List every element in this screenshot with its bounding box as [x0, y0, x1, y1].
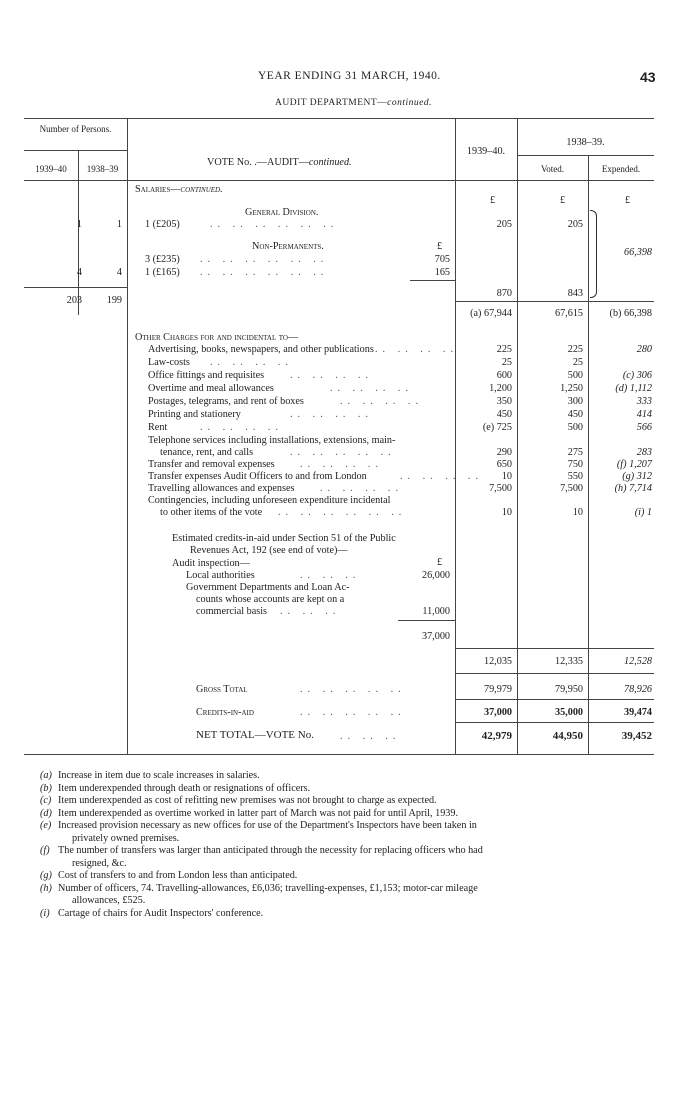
- gross-c1: 79,979: [483, 684, 512, 695]
- general-item: 1 (£205): [145, 219, 180, 230]
- leader-dots: .. .. .. ..: [340, 396, 424, 407]
- contingencies-c1: 10: [501, 507, 512, 518]
- leader-dots: .. .. .. .. ..: [290, 447, 396, 458]
- nonperm-sum-rule: [410, 280, 455, 281]
- leader-dots: .. .. .. ..: [320, 483, 404, 494]
- footnote-marker: (h): [40, 882, 52, 894]
- leader-dots: .. .. .. ..: [210, 357, 294, 368]
- salaries-total-voted: 67,615: [554, 308, 583, 319]
- credits-note-pound: £: [437, 557, 443, 568]
- leader-dots: .. .. .. ..: [200, 422, 284, 433]
- pound-voted: £: [560, 195, 566, 206]
- total-persons-p2: 199: [106, 295, 122, 306]
- nonperm-title: Non-Permanents.: [252, 241, 324, 252]
- charge-voted: 225: [567, 344, 583, 355]
- gross-top-rule: [455, 673, 654, 674]
- telephone-line-1: Telephone services including installations, extensions, main-: [148, 435, 396, 446]
- other-total-rule: [455, 648, 654, 649]
- leader-dots: .. .. .. .. ..: [300, 707, 406, 718]
- footnote-text-cont: privately owned premises.: [72, 832, 180, 844]
- footnote-text-cont: allowances, £525.: [72, 895, 146, 906]
- footnote-marker: (d): [40, 807, 52, 819]
- charge-c1: 600: [496, 370, 512, 381]
- nonperm-amt-2: 165: [434, 267, 450, 278]
- other-total-c1: 12,035: [483, 656, 512, 667]
- general-p1: 1: [76, 219, 82, 230]
- credits-local-amt: 26,000: [421, 570, 450, 581]
- leader-dots: .. .. .. .. .. ..: [200, 267, 329, 278]
- charge-label: Postages, telegrams, and rent of boxes: [148, 396, 304, 407]
- credits-c1: 37,000: [483, 707, 512, 718]
- charge-voted: 450: [567, 409, 583, 420]
- credits-exp: 39,474: [623, 707, 652, 718]
- leader-dots: .. .. .. ..: [375, 344, 459, 355]
- other-charges-heading: Other Charges for and incidental to—: [135, 332, 299, 343]
- year2-header-rule: [517, 155, 654, 156]
- leader-dots: .. .. .. ..: [290, 409, 374, 420]
- credits-note-line-1: Estimated credits-in-aid under Section 51 of the Public: [172, 533, 396, 544]
- telephone-voted: 275: [567, 447, 583, 458]
- charge-voted: 500: [567, 422, 583, 433]
- table-bottom-rule: [24, 754, 654, 755]
- telephone-line-2: tenance, rent, and calls: [160, 447, 254, 458]
- charge-c1: 350: [496, 396, 512, 407]
- salaries-total-c1: (a) 67,944: [470, 308, 512, 319]
- page-number: 43: [640, 69, 656, 85]
- charge-label: Overtime and meal allowances: [148, 383, 274, 394]
- charge-voted: 7,500: [560, 483, 583, 494]
- pound-exp: £: [625, 195, 631, 206]
- footnote-marker: (f): [40, 845, 50, 856]
- credits-gov-3: commercial basis: [196, 606, 268, 617]
- charge-voted: 550: [567, 471, 583, 482]
- salaries-total-expended: (b) 66,398: [609, 308, 652, 319]
- persons-header: Number of Persons.: [39, 124, 112, 134]
- charge-exp: (d) 1,112: [615, 383, 652, 394]
- footnote-marker: (g): [40, 870, 52, 881]
- header-bottom-rule: [24, 180, 654, 181]
- charge-c1: 450: [496, 409, 512, 420]
- charge-c1: 1,200: [489, 383, 512, 394]
- general-p2: 1: [116, 219, 122, 230]
- credits-top-rule: [455, 699, 654, 700]
- charge-c1: 7,500: [489, 483, 512, 494]
- nonperm-voted: 843: [567, 288, 583, 299]
- charge-label: Law-costs: [148, 357, 190, 368]
- expended-header: Expended.: [601, 164, 641, 174]
- charge-exp: (f) 1,207: [616, 459, 652, 470]
- persons-mid-divider: [78, 150, 79, 315]
- credits-sum: 37,000: [421, 631, 450, 642]
- persons-year-1: 1939–40: [35, 164, 67, 174]
- salaries-heading: Salaries—continued.: [135, 184, 223, 195]
- footnote-text: Cartage of chairs for Audit Inspectors' conference.: [58, 907, 264, 919]
- charge-c1: 10: [501, 471, 512, 482]
- telephone-c1: 290: [496, 447, 512, 458]
- charge-label: Rent: [148, 422, 168, 433]
- col2-header: 1938–39.: [566, 137, 605, 148]
- charge-label: Transfer expenses Audit Officers to and from London: [148, 471, 367, 482]
- contingencies-voted: 10: [572, 507, 583, 518]
- footnote-marker: (i): [40, 907, 50, 919]
- persons-header-rule: [24, 150, 127, 151]
- general-voted: 205: [567, 219, 583, 230]
- nonperm-amt-1: 705: [434, 254, 450, 265]
- footnote-text: Increased provision necessary as new offices for use of the Department's Inspectors have been taken in: [58, 820, 477, 831]
- net-c1: 42,979: [481, 730, 512, 742]
- other-total-exp: 12,528: [623, 656, 652, 667]
- general-c1: 205: [496, 219, 512, 230]
- pound-c1: £: [490, 195, 496, 206]
- footnote-marker: (e): [40, 820, 52, 831]
- col1-header: 1939–40.: [466, 146, 506, 157]
- salaries-total-rule: [455, 301, 654, 302]
- charge-voted: 1,250: [560, 383, 583, 394]
- charge-label: Office fittings and requisites: [148, 370, 265, 381]
- persons-year-2: 1938–39: [86, 164, 119, 174]
- footnote-text: The number of transfers was larger than anticipated through the necessity for replacing officers who had: [58, 845, 483, 856]
- running-header: YEAR ENDING 31 MARCH, 1940.: [258, 70, 441, 82]
- leader-dots: .. .. .. ..: [330, 383, 414, 394]
- footnote-text: Increase in item due to scale increases in salaries.: [58, 770, 260, 781]
- charge-exp: (c) 306: [622, 370, 652, 381]
- footnote-text-cont: resigned, &c.: [72, 857, 127, 869]
- nonperm-expended: 66,398: [623, 247, 652, 258]
- charge-label: Travelling allowances and expenses: [148, 483, 295, 494]
- general-division-title: General Division.: [245, 207, 319, 218]
- net-top-rule: [455, 722, 654, 723]
- credits-note-line-3: Audit inspection—: [172, 558, 250, 569]
- leader-dots: .. .. .. ..: [400, 471, 484, 482]
- net-exp: 39,452: [621, 730, 652, 742]
- nonperm-p2: 4: [116, 267, 122, 278]
- footnote-text: Cost of transfers to and from London less than anticipated.: [58, 870, 298, 881]
- credits-voted: 35,000: [554, 707, 583, 718]
- charge-exp: 280: [636, 344, 652, 355]
- table-top-rule: [24, 118, 654, 119]
- leader-dots: .. .. .. ..: [290, 370, 374, 381]
- leader-dots: .. .. .. .. ..: [300, 684, 406, 695]
- charge-exp: (h) 7,714: [614, 483, 652, 494]
- charge-c1: 650: [496, 459, 512, 470]
- persons-total-rule: [24, 287, 127, 288]
- footnote-text: Item underexpended through death or resignations of officers.: [58, 782, 311, 794]
- gross-total-label: Gross Total: [196, 684, 248, 695]
- charge-voted: 500: [567, 370, 583, 381]
- department-title: AUDIT DEPARTMENT—continued.: [275, 98, 433, 108]
- total-persons-p1: 203: [66, 295, 82, 306]
- credits-note-line-2: Revenues Act, 192 (see end of vote)—: [190, 545, 348, 556]
- leader-dots: .. .. ..: [300, 570, 361, 581]
- charge-c1: (e) 725: [482, 422, 512, 433]
- footnote-text: Item underexpended as cost of refitting new premises was not brought to charge as expected.: [58, 795, 437, 806]
- contingencies-exp: (i) 1: [634, 507, 652, 518]
- charge-voted: 750: [567, 459, 583, 470]
- charge-label: Printing and stationery: [148, 409, 241, 420]
- contingencies-line-2: to other items of the vote: [160, 507, 263, 518]
- contingencies-line-1: Contingencies, including unforeseen expenditure incidental: [148, 495, 391, 506]
- leader-dots: .. .. .. ..: [300, 459, 384, 470]
- charge-voted: 300: [567, 396, 583, 407]
- net-voted: 44,950: [552, 730, 583, 742]
- other-total-voted: 12,335: [554, 656, 583, 667]
- nonperm-p1: 4: [76, 267, 82, 278]
- brace: [590, 210, 597, 298]
- net-total-label: NET TOTAL—VOTE No.: [196, 729, 314, 741]
- gross-voted: 79,950: [554, 684, 583, 695]
- leader-dots: .. .. .. .. .. ..: [278, 507, 407, 518]
- credits-gov-1: Government Departments and Loan Ac-: [186, 582, 350, 593]
- leader-dots: .. .. .. .. .. ..: [210, 219, 339, 230]
- charge-label: Advertising, books, newspapers, and other publications: [148, 344, 374, 355]
- gross-exp: 78,926: [623, 684, 652, 695]
- charge-c1: 25: [501, 357, 512, 368]
- credits-gov-amt: 11,000: [422, 606, 450, 617]
- charge-exp: 566: [636, 422, 652, 433]
- credits-local: Local authorities: [186, 570, 255, 581]
- vote-header: VOTE No. .—AUDIT—continued.: [207, 157, 352, 168]
- credits-in-aid-label: Credits-in-aid: [196, 707, 254, 718]
- persons-divider: [127, 118, 128, 754]
- nonperm-pound: £: [437, 241, 443, 252]
- footnote-text: Number of officers, 74. Travelling-allowances, £6,036; travelling-expenses, £1,153; motor-car mileage: [58, 882, 478, 894]
- charge-voted: 25: [572, 357, 583, 368]
- credits-gov-2: counts whose accounts are kept on a: [196, 594, 345, 605]
- charge-exp: (g) 312: [622, 471, 652, 482]
- charge-c1: 225: [496, 344, 512, 355]
- charge-label: Transfer and removal expenses: [148, 459, 275, 470]
- charge-exp: 414: [636, 409, 652, 420]
- leader-dots: .. .. ..: [340, 731, 401, 742]
- footnote-text: Item underexpended as overtime worked in latter part of March was not paid for until April, 1939.: [58, 807, 459, 819]
- voted-header: Voted.: [540, 164, 565, 174]
- nonperm-c1: 870: [496, 288, 512, 299]
- nonperm-item-1: 3 (£235): [145, 254, 180, 265]
- footnote-marker: (a): [40, 770, 52, 781]
- telephone-exp: 283: [636, 447, 652, 458]
- charge-exp: 333: [636, 396, 652, 407]
- credits-sum-rule: [398, 620, 455, 621]
- leader-dots: .. .. .. .. .. ..: [200, 254, 329, 265]
- nonperm-item-2: 1 (£165): [145, 267, 180, 278]
- footnote-marker: (b): [40, 782, 52, 794]
- leader-dots: .. .. ..: [280, 606, 341, 617]
- footnote-marker: (c): [40, 795, 52, 806]
